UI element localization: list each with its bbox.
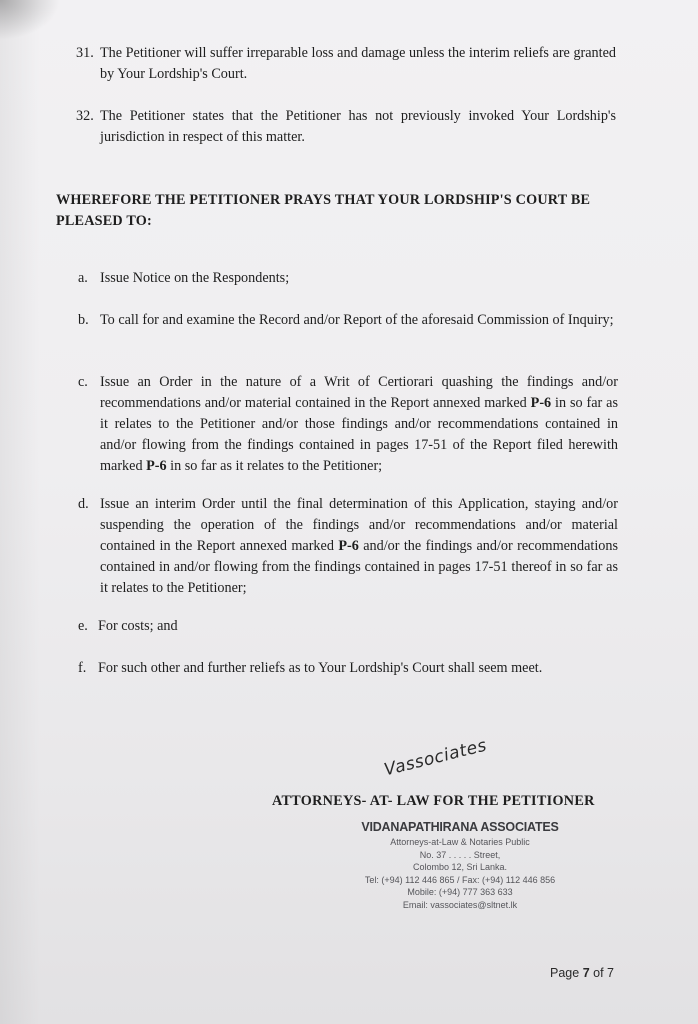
stamp-line: Attorneys-at-Law & Notaries Public (390, 837, 530, 847)
stamp-line: No. 37 . . . . . Street, (419, 849, 501, 860)
relief-letter: f. (78, 660, 87, 676)
page-corner-shadow (0, 0, 60, 40)
relief-letter: d. (78, 496, 89, 512)
relief-letter: b. (78, 312, 89, 328)
relief-text: For costs; and (98, 618, 178, 634)
handwritten-signature: Vassociates (382, 735, 489, 781)
relief-text (100, 372, 618, 477)
paragraph-text: The Petitioner will suffer irreparable loss and damage unless the interim reliefs are granted by Your Lordship's Court. (100, 45, 616, 82)
stamp-firm-name: VIDANAPATHIRANA ASSOCIATES (361, 820, 559, 834)
page-word: Page (550, 966, 580, 980)
relief-text-part: Issue an interim Order until the final determination of this Application, staying and/or suspending the operation of the findings and/or recommendations and/or material contained in the Report annexed marked (100, 496, 618, 554)
relief-letter: a. (78, 270, 88, 286)
stamp-line: Tel: (+94) 112 446 865 / Fax: (+94) 112 446 856 (364, 874, 556, 885)
relief-text: To call for and examine the Record and/or Report of the aforesaid Commission of Inquiry; (100, 312, 614, 328)
relief-letter: c. (78, 374, 88, 390)
stamp-line: Colombo 12, Sri Lanka. (412, 862, 508, 872)
stamp-line: Email: vassociates@sltnet.lk (402, 899, 518, 910)
attorneys-line: ATTORNEYS- AT- LAW FOR THE PETITIONER (272, 793, 595, 809)
page-current: 7 (582, 966, 590, 980)
page-shadow (0, 0, 40, 1024)
paragraph-number: 32. (76, 108, 94, 124)
paragraph-number: 31. (76, 45, 94, 61)
page-total: 7 (607, 966, 614, 980)
page-of: of (593, 966, 604, 980)
paragraph-text: The Petitioner states that the Petitioner has not previously invoked Your Lordship's jurisdiction in respect of this matter. (100, 108, 616, 145)
firm-stamp (350, 820, 570, 911)
relief-text-part: and/or the findings and/or recommendations contained in and/or flowing from the findings contained in pages 17-51 thereof in so far as it relates to the Petitioner; (100, 538, 618, 596)
exhibit-mark: P-6 (146, 458, 167, 474)
exhibit-mark: P-6 (530, 395, 552, 411)
page-number (550, 966, 614, 980)
relief-text-part: in so far as it relates to the Petitioner and/or those findings and/or recommendations contained in and/or flowing from the findings contained in pages 17-51 of the Report filed herewith marked (100, 395, 618, 474)
relief-text: For such other and further reliefs as to Your Lordship's Court shall seem meet. (98, 660, 543, 676)
prayer-heading: WHEREFORE THE PETITIONER PRAYS THAT YOUR LORDSHIP'S COURT BE PLEASED TO: (56, 192, 591, 229)
relief-text-part: Issue an Order in the nature of a Writ of Certiorari quashing the findings and/or recommendations and/or material contained in the Report annexed marked (100, 374, 618, 411)
relief-text-part: in so far as it relates to the Petitioner; (166, 458, 383, 474)
relief-text (100, 494, 618, 599)
exhibit-mark: P-6 (338, 538, 359, 554)
relief-text: Issue Notice on the Respondents; (100, 270, 290, 286)
stamp-line: Mobile: (+94) 777 363 633 (407, 887, 513, 897)
relief-letter: e. (78, 618, 88, 634)
